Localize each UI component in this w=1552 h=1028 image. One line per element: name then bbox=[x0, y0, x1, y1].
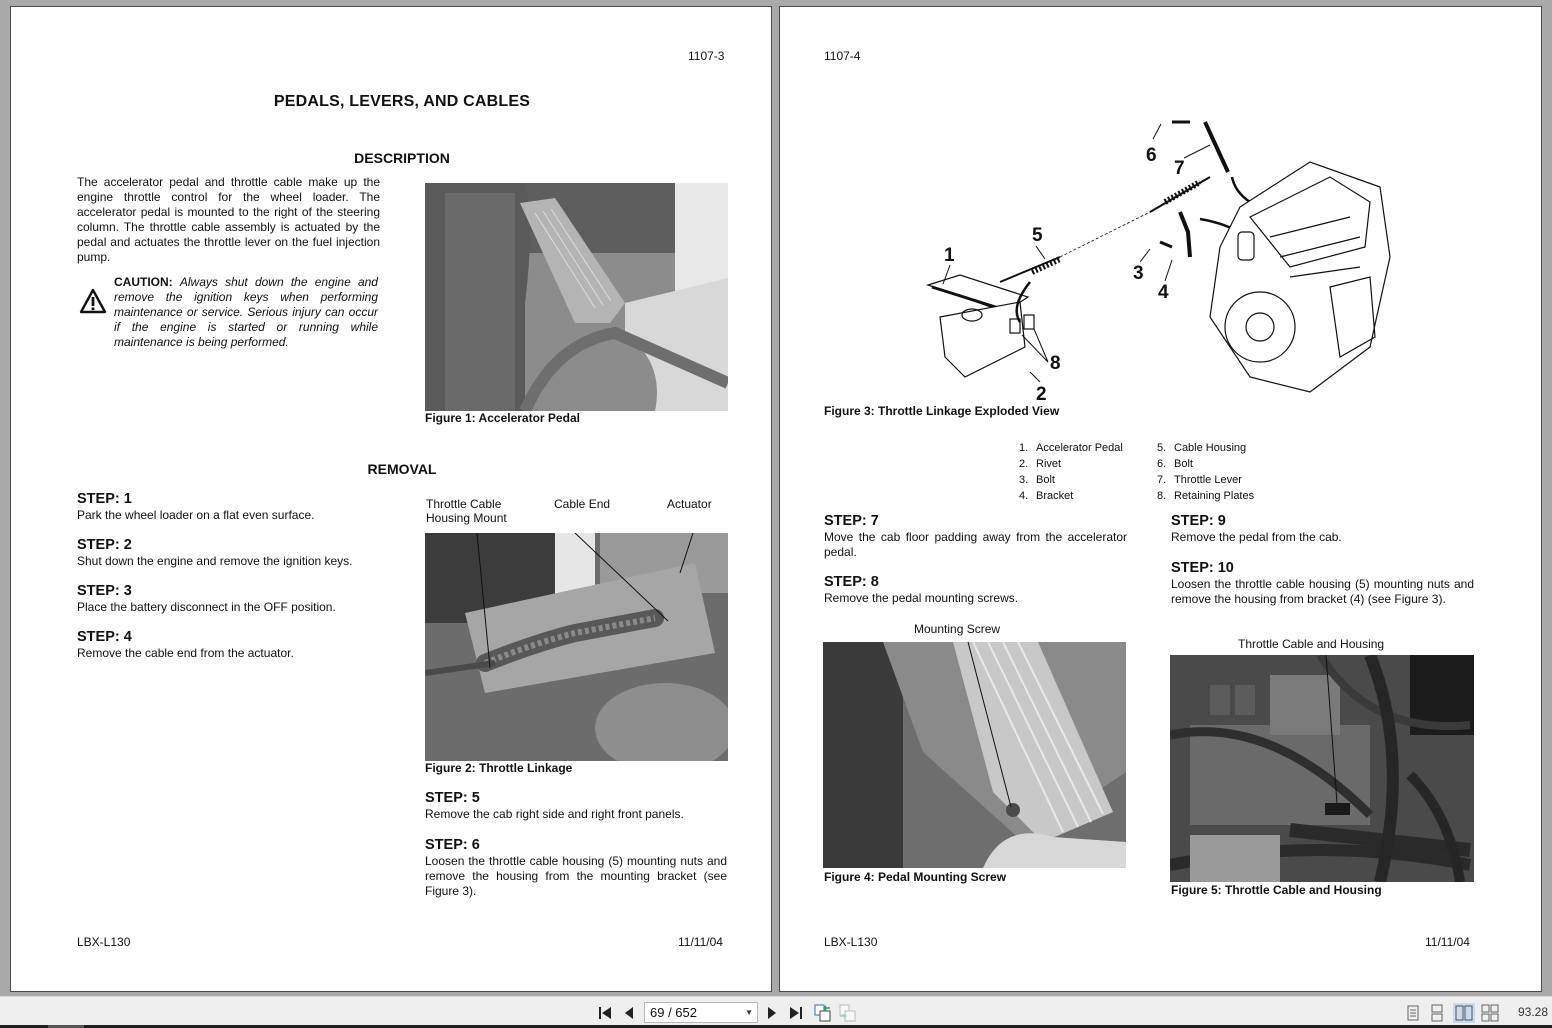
figure-4-label-mounting-screw: Mounting Screw bbox=[914, 622, 1001, 636]
step-heading: STEP: 3 bbox=[77, 583, 132, 599]
last-page-icon[interactable] bbox=[787, 1003, 805, 1023]
step-text: Move the cab floor padding away from the accelerator pedal. bbox=[824, 530, 1127, 559]
legend-label: Bolt bbox=[1036, 474, 1055, 486]
figure-4-pedal-mounting-screw-photo bbox=[823, 642, 1126, 868]
next-page-icon[interactable] bbox=[764, 1003, 780, 1023]
step-2 bbox=[77, 537, 377, 569]
legend-item bbox=[1157, 440, 1254, 456]
legend-item bbox=[1157, 488, 1254, 504]
step-heading: STEP: 1 bbox=[77, 491, 132, 507]
step-heading: STEP: 6 bbox=[425, 837, 480, 853]
step-8 bbox=[824, 574, 1127, 606]
callout-8: 8 bbox=[1050, 353, 1061, 374]
step-1 bbox=[77, 491, 377, 523]
callout-7: 7 bbox=[1174, 158, 1185, 179]
step-heading: STEP: 8 bbox=[824, 574, 879, 590]
step-text: Loosen the throttle cable housing (5) mounting nuts and remove the housing from the mounting bracket (see Figure 3). bbox=[425, 854, 727, 898]
removal-heading: REMOVAL bbox=[367, 461, 437, 477]
figure-5-throttle-cable-photo bbox=[1170, 655, 1474, 882]
callout-3: 3 bbox=[1133, 263, 1144, 284]
two-page-continuous-view-icon[interactable] bbox=[1480, 1003, 1500, 1023]
description-heading: DESCRIPTION bbox=[354, 150, 450, 166]
figure-2-throttle-linkage-photo bbox=[425, 533, 728, 761]
legend-item bbox=[1157, 472, 1254, 488]
callout-4: 4 bbox=[1158, 282, 1169, 303]
legend-item bbox=[1019, 472, 1123, 488]
go-back-view-icon[interactable] bbox=[813, 1003, 833, 1023]
continuous-view-icon[interactable] bbox=[1428, 1003, 1446, 1023]
legend-label: Rivet bbox=[1036, 458, 1062, 470]
figure-3-legend-right bbox=[1157, 440, 1254, 504]
legend-item bbox=[1019, 488, 1123, 504]
dropdown-caret-icon: ▼ bbox=[745, 1008, 753, 1017]
step-heading: STEP: 2 bbox=[77, 537, 132, 553]
step-text: Park the wheel loader on a flat even surface. bbox=[77, 508, 315, 522]
step-3 bbox=[77, 583, 377, 615]
caution-text: Always shut down the engine and remove the ignition keys when performing maintenance or service. Serious injury can occur if the engine is started or running while maintenance is being performed. bbox=[114, 275, 378, 349]
single-page-view-icon[interactable] bbox=[1404, 1003, 1422, 1023]
callout-1: 1 bbox=[944, 245, 955, 266]
step-heading: STEP: 5 bbox=[425, 790, 480, 806]
figure-4-caption: Figure 4: Pedal Mounting Screw bbox=[824, 870, 1007, 884]
figure-3-legend-left bbox=[1019, 440, 1123, 504]
step-heading: STEP: 9 bbox=[1171, 513, 1226, 529]
caution-label: CAUTION: bbox=[114, 275, 173, 289]
step-9 bbox=[1171, 513, 1474, 545]
legend-number: 8. bbox=[1157, 490, 1167, 502]
legend-number: 6. bbox=[1157, 458, 1167, 470]
page-number: 1107-3 bbox=[688, 49, 725, 63]
description-text: The accelerator pedal and throttle cable make up the engine throttle control for the wheel loader. The accelerator pedal is mounted to the right of the steering column. The throttle cable assembly is actuated by the pedal and actuates the throttle lever on the fuel injection pump. bbox=[77, 175, 380, 264]
legend-label: Bracket bbox=[1036, 490, 1074, 502]
step-text: Place the battery disconnect in the OFF position. bbox=[77, 600, 336, 614]
step-heading: STEP: 7 bbox=[824, 513, 879, 529]
legend-label: Bolt bbox=[1174, 458, 1193, 470]
step-7 bbox=[824, 513, 1127, 560]
figure-5-label-throttle-cable: Throttle Cable and Housing bbox=[1238, 637, 1385, 651]
previous-page-icon[interactable] bbox=[621, 1003, 637, 1023]
figure-2-label-actuator: Actuator bbox=[667, 497, 712, 511]
step-4 bbox=[77, 629, 377, 661]
legend-number: 4. bbox=[1019, 490, 1029, 502]
figure-5-caption: Figure 5: Throttle Cable and Housing bbox=[1171, 883, 1382, 897]
callout-5: 5 bbox=[1032, 225, 1043, 246]
footer-date: 11/11/04 bbox=[678, 935, 723, 949]
step-text: Remove the cab right side and right front panels. bbox=[425, 807, 684, 821]
figure-3-caption: Figure 3: Throttle Linkage Exploded View bbox=[824, 404, 1060, 418]
footer-model: LBX-L130 bbox=[77, 935, 131, 949]
figure-1-accelerator-pedal-photo bbox=[425, 183, 728, 411]
legend-number: 5. bbox=[1157, 442, 1167, 454]
callout-6: 6 bbox=[1146, 145, 1157, 166]
step-text: Remove the cable end from the actuator. bbox=[77, 646, 294, 660]
legend-number: 3. bbox=[1019, 474, 1029, 486]
figure-1-caption: Figure 1: Accelerator Pedal bbox=[425, 411, 580, 425]
step-text: Loosen the throttle cable housing (5) mounting nuts and remove the housing from bracket (4) (see Figure 3). bbox=[1171, 577, 1474, 606]
zoom-level[interactable]: 93.28 bbox=[1518, 1005, 1549, 1019]
legend-label: Accelerator Pedal bbox=[1036, 442, 1123, 454]
step-heading: STEP: 10 bbox=[1171, 560, 1234, 576]
figure-2-label-housing-mount bbox=[426, 497, 507, 525]
page-indicator: 69 / 652 bbox=[650, 1005, 697, 1020]
legend-item bbox=[1019, 456, 1123, 472]
figure-2-caption: Figure 2: Throttle Linkage bbox=[425, 761, 573, 775]
page-title: PEDALS, LEVERS, AND CABLES bbox=[273, 93, 531, 110]
legend-item bbox=[1157, 456, 1254, 472]
page-left bbox=[10, 6, 772, 992]
legend-label: Throttle Lever bbox=[1174, 474, 1242, 486]
first-page-icon[interactable] bbox=[596, 1003, 614, 1023]
legend-item bbox=[1019, 440, 1123, 456]
step-5 bbox=[425, 790, 727, 822]
legend-label: Retaining Plates bbox=[1174, 490, 1255, 502]
step-10 bbox=[1171, 560, 1474, 607]
legend-label: Cable Housing bbox=[1174, 442, 1247, 454]
two-page-view-icon[interactable] bbox=[1453, 1003, 1475, 1023]
footer-model: LBX-L130 bbox=[824, 935, 878, 949]
step-6 bbox=[425, 837, 727, 899]
footer-date: 11/11/04 bbox=[1425, 935, 1470, 949]
step-text: Remove the pedal mounting screws. bbox=[824, 591, 1019, 605]
figure-3-exploded-diagram bbox=[910, 107, 1400, 402]
caution-note bbox=[114, 275, 378, 350]
label-line: Throttle Cable bbox=[426, 497, 502, 511]
step-text: Shut down the engine and remove the ignition keys. bbox=[77, 554, 353, 568]
page-number-select[interactable] bbox=[644, 1002, 758, 1023]
warning-triangle-icon bbox=[79, 288, 107, 319]
page-right bbox=[779, 6, 1542, 992]
step-text: Remove the pedal from the cab. bbox=[1171, 530, 1342, 544]
step-heading: STEP: 4 bbox=[77, 629, 132, 645]
figure-2-label-cable-end: Cable End bbox=[554, 497, 611, 511]
label-line: Housing Mount bbox=[426, 511, 507, 525]
page-number: 1107-4 bbox=[824, 49, 861, 63]
legend-number: 2. bbox=[1019, 458, 1029, 470]
viewer-toolbar bbox=[0, 996, 1552, 1028]
legend-number: 1. bbox=[1019, 442, 1029, 454]
legend-number: 7. bbox=[1157, 474, 1167, 486]
go-forward-view-icon[interactable] bbox=[838, 1003, 858, 1023]
callout-2: 2 bbox=[1036, 384, 1047, 402]
